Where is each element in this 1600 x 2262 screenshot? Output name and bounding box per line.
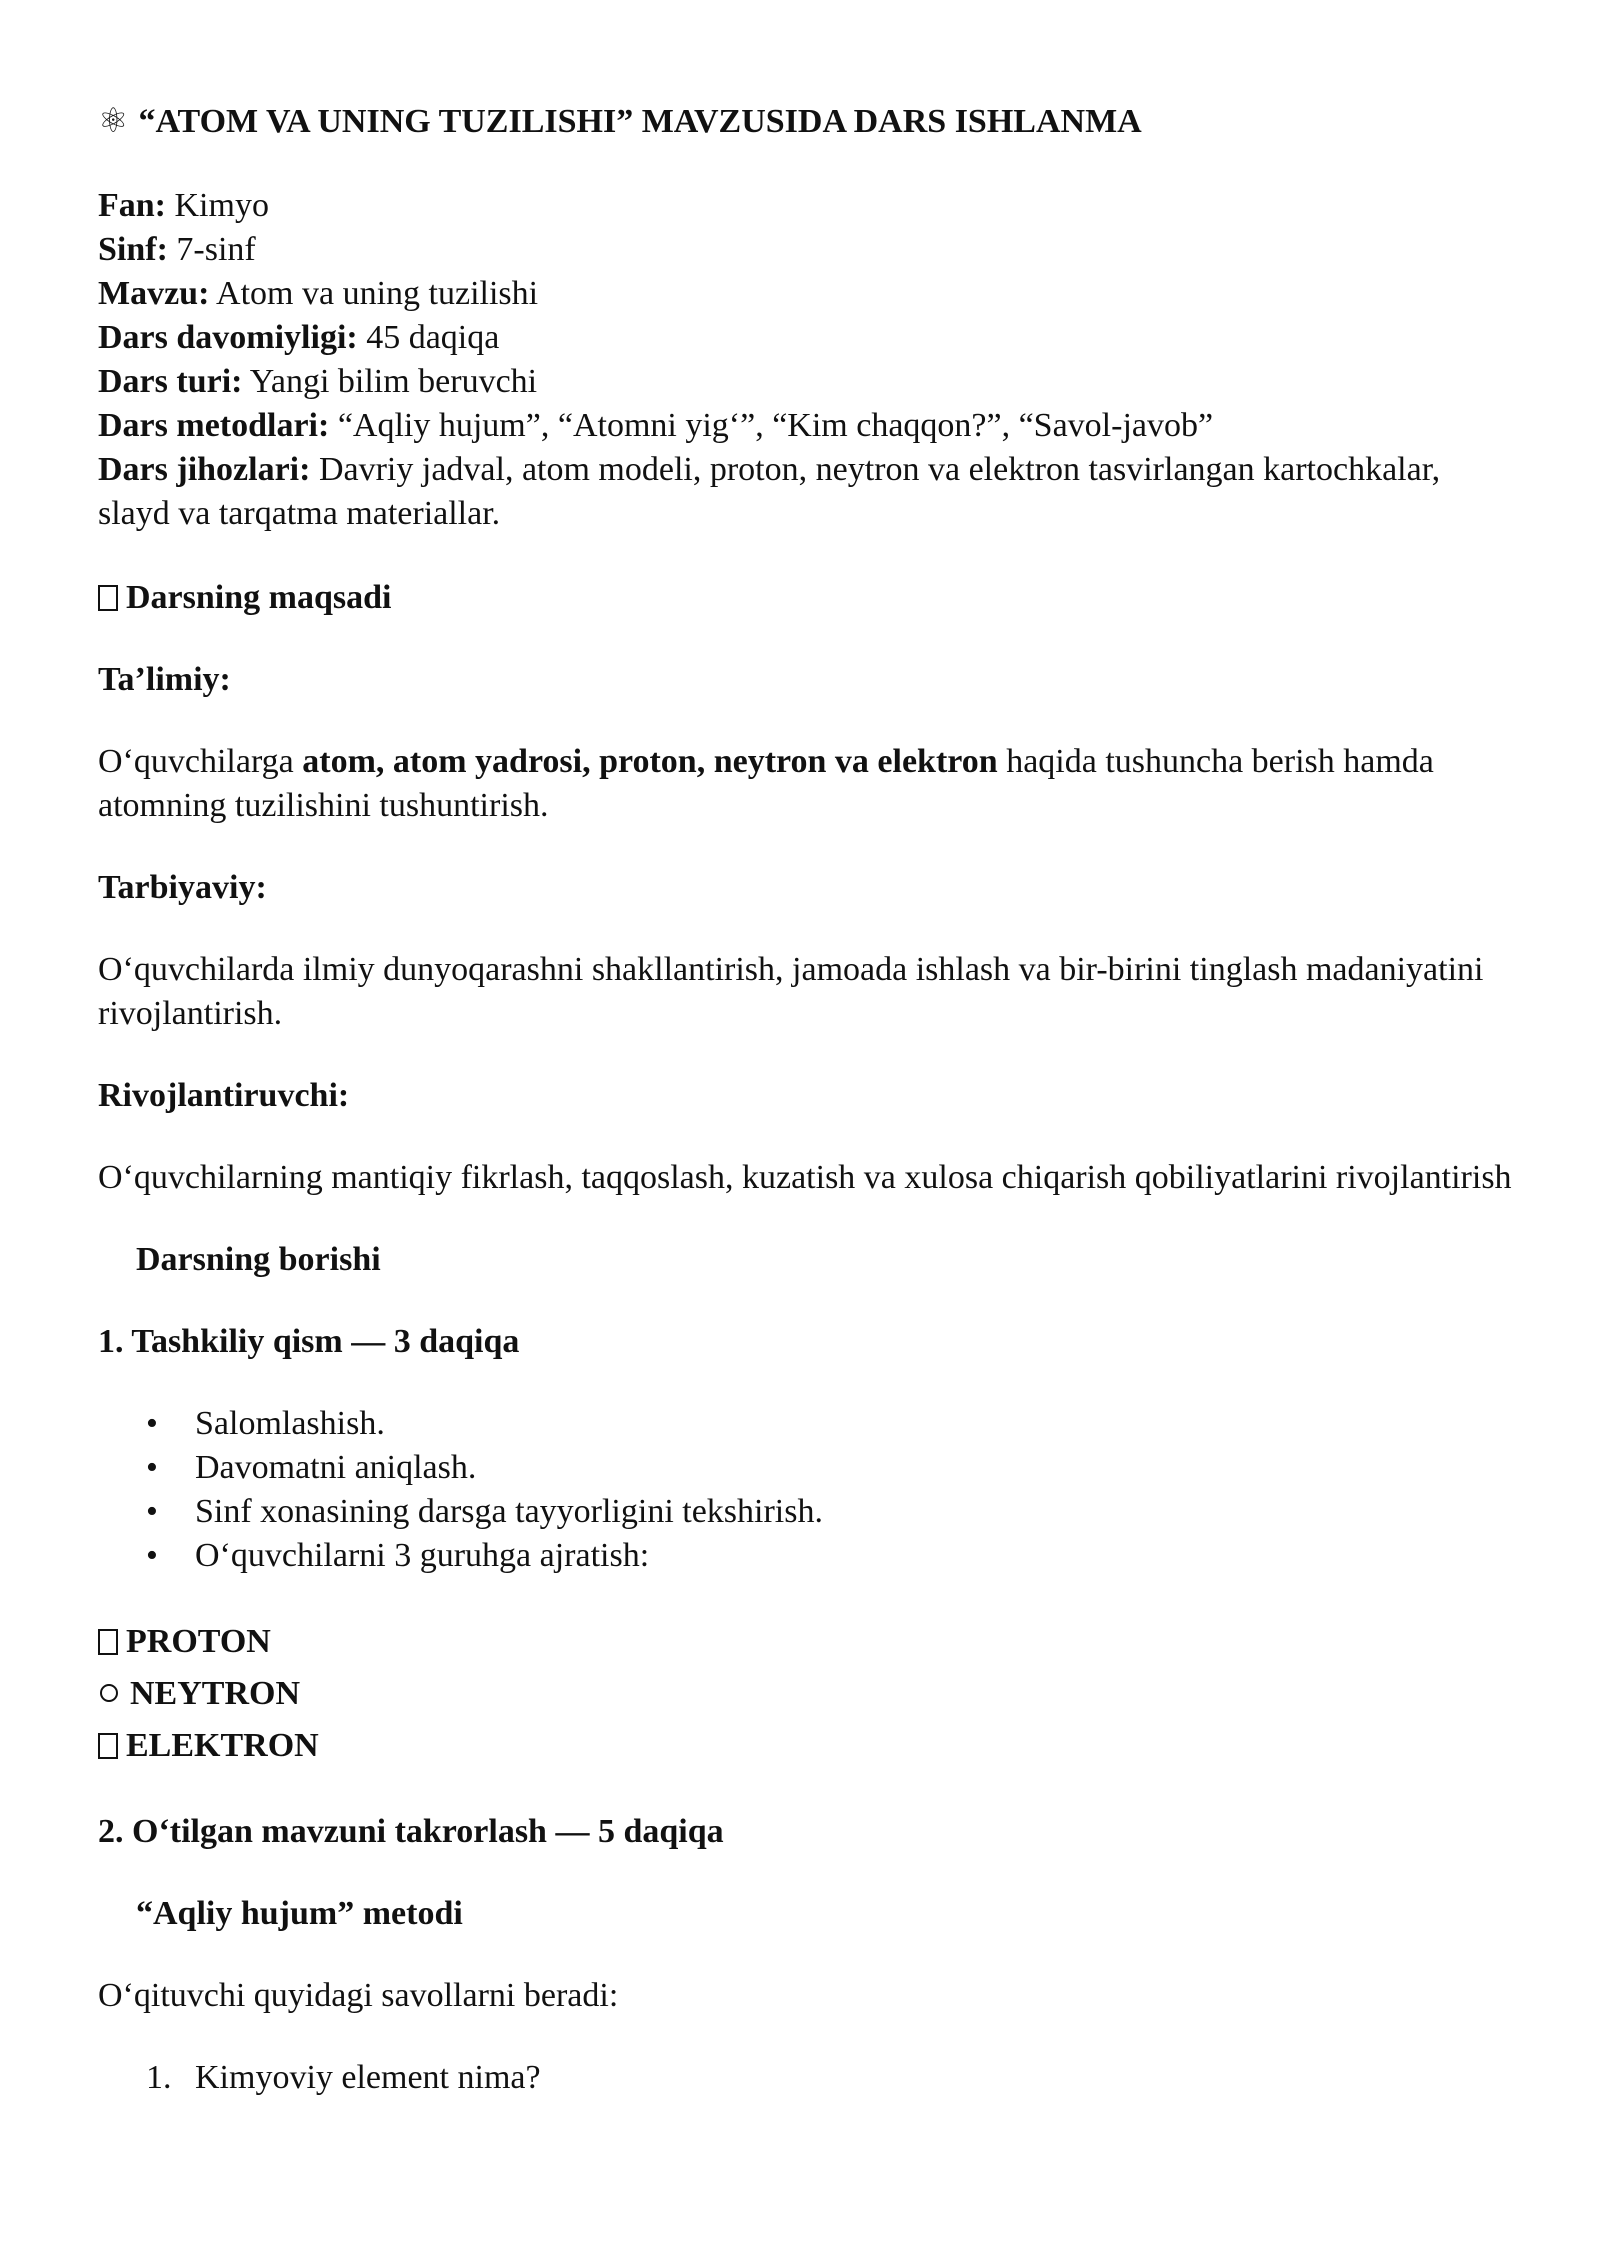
meta-value: Kimyo <box>166 187 269 224</box>
list-item-text: Salomlashish. <box>195 1405 385 1442</box>
goal-heading-text: Darsning maqsadi <box>126 579 392 616</box>
group-label: ELEKTRON <box>126 1727 319 1764</box>
list-item <box>98 1490 1518 1534</box>
upbringing-text: O‘quvchilarda ilmiy dunyoqarashni shakllantirish, jamoada ishlash va bir-birini tinglash madaniyatini rivojlantirish. <box>98 951 1484 1032</box>
meta-label: Dars jihozlari: <box>98 451 311 488</box>
list-item-text: Sinf xonasining darsga tayyorligini tekshirish. <box>195 1493 823 1530</box>
document-title <box>98 100 1518 144</box>
educational-heading: Ta’limiy: <box>98 661 231 698</box>
bullet-icon: • <box>146 1493 158 1530</box>
step1-heading: 1. Tashkiliy qism — 3 daqiqa <box>98 1323 520 1360</box>
meta-value: Atom va uning tuzilishi <box>209 275 539 312</box>
meta-value: 45 daqiqa <box>357 319 500 356</box>
list-item-text: O‘quvchilarni 3 guruhga ajratish: <box>195 1537 650 1574</box>
list-item <box>98 2056 1518 2100</box>
list-number: 1. <box>146 2059 172 2096</box>
group-elektron <box>98 1720 1518 1772</box>
missing-glyph-icon <box>98 585 118 611</box>
meta-value: “Aqliy hujum”, “Atomni yig‘”, “Kim chaqqon?”, “Savol-javob” <box>329 407 1214 444</box>
group-label: NEYTRON <box>130 1675 301 1712</box>
step2-heading: 2. O‘tilgan mavzuni takrorlash — 5 daqiqa <box>98 1813 724 1850</box>
list-item <box>98 1534 1518 1578</box>
meta-label: Dars turi: <box>98 363 243 400</box>
meta-grade <box>98 228 1518 272</box>
document-title-text: “ATOM VA UNING TUZILISHI” MAVZUSIDA DARS ISHLANMA <box>138 103 1142 140</box>
meta-topic <box>98 272 1518 316</box>
course-heading: Darsning borishi <box>136 1241 381 1278</box>
educational-text-start: O‘quvchilarga <box>98 743 303 780</box>
meta-value: 7-sinf <box>167 231 256 268</box>
group-label: PROTON <box>126 1623 271 1660</box>
goal-heading <box>98 576 1518 620</box>
meta-equipment <box>98 448 1518 536</box>
meta-label: Fan: <box>98 187 166 224</box>
group-list <box>98 1616 1518 1772</box>
meta-methods <box>98 404 1518 448</box>
bullet-icon: • <box>146 1405 158 1442</box>
educational-text-bold: atom, atom yadrosi, proton, neytron va elektron <box>302 743 998 780</box>
meta-type <box>98 360 1518 404</box>
circle-icon <box>100 1684 118 1702</box>
bullet-icon: • <box>146 1449 158 1486</box>
meta-label: Dars davomiyligi: <box>98 319 358 356</box>
meta-subject <box>98 184 1518 228</box>
developmental-text: O‘quvchilarning mantiqiy fikrlash, taqqoslash, kuzatish va xulosa chiqarish qobiliyatlarini rivojlantirish <box>98 1159 1512 1196</box>
lesson-info <box>98 184 1518 536</box>
list-item <box>98 1446 1518 1490</box>
meta-value: Davriy jadval, atom modeli, proton, neytron va elektron tasvirlangan kartochkalar, slayd va tarqatma materiallar. <box>98 451 1441 532</box>
method-heading: “Aqliy hujum” metodi <box>136 1895 463 1932</box>
meta-value: Yangi bilim beruvchi <box>242 363 538 400</box>
list-item-text: Davomatni aniqlash. <box>195 1449 477 1486</box>
atom-icon: ⚛ <box>98 103 129 140</box>
questions-list <box>98 2056 1518 2100</box>
bullet-icon: • <box>146 1537 158 1574</box>
meta-label: Sinf: <box>98 231 168 268</box>
questions-intro: O‘qituvchi quyidagi savollarni beradi: <box>98 1977 619 2014</box>
meta-label: Mavzu: <box>98 275 210 312</box>
missing-glyph-icon <box>98 1733 118 1759</box>
group-proton <box>98 1616 1518 1668</box>
missing-glyph-icon <box>98 1629 118 1655</box>
document-page <box>98 100 1518 2100</box>
step1-bullet-list <box>98 1402 1518 1578</box>
developmental-heading: Rivojlantiruvchi: <box>98 1077 350 1114</box>
educational-text-end: haqida tushuncha berish hamda atomning tuzilishini tushuntirish. <box>98 743 1434 824</box>
list-item-text: Kimyoviy element nima? <box>195 2059 541 2096</box>
meta-label: Dars metodlari: <box>98 407 330 444</box>
list-item <box>98 1402 1518 1446</box>
meta-duration <box>98 316 1518 360</box>
group-neytron <box>98 1668 1518 1720</box>
upbringing-heading: Tarbiyaviy: <box>98 869 267 906</box>
educational-text <box>98 740 1518 828</box>
